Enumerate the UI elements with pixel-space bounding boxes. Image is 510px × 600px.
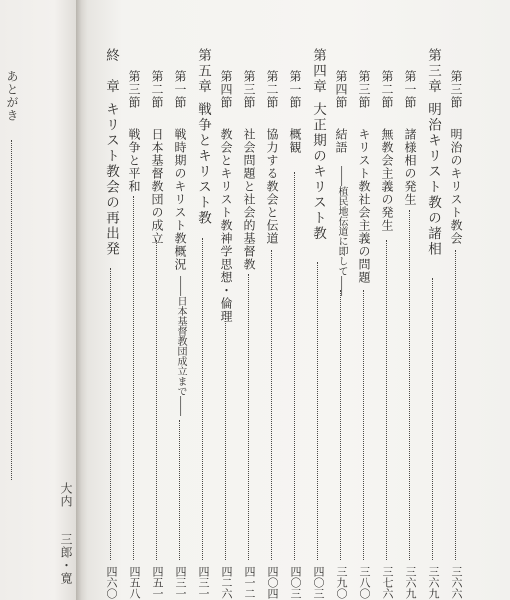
entry-title: 結語 — [334, 128, 348, 154]
entry-page: 四六〇 — [105, 566, 118, 599]
entry-page: 三六九 — [427, 566, 440, 599]
entry-page: 四〇四 — [266, 566, 279, 599]
entry-title: 社会問題と社会的基督教 — [242, 128, 256, 271]
left-fragment-2: 三郎・寛 — [59, 533, 73, 585]
entry-section: 第四節 — [334, 70, 348, 109]
entry-title: 日本基督教団の成立 — [150, 128, 164, 245]
entry-title: キリスト教社会主義の問題 — [357, 128, 371, 284]
entry-page: 三九〇 — [335, 566, 348, 599]
entry-page: 四三一 — [197, 566, 210, 599]
toc-entry — [262, 0, 282, 600]
entry-leader — [294, 172, 295, 560]
afterword-label: あとがき — [5, 70, 19, 122]
afterword-leader — [11, 140, 12, 480]
entry-page: 三六九 — [404, 566, 417, 599]
toc-entry — [170, 0, 190, 600]
toc-entry — [285, 0, 305, 600]
entry-section: 第三節 — [242, 70, 256, 109]
entry-title: 無教会主義の発生 — [380, 128, 394, 232]
entry-section: 第一節 — [173, 70, 187, 109]
left-fragment-1: 大内 — [59, 482, 73, 508]
toc-entry — [193, 0, 213, 600]
entry-leader — [248, 274, 249, 560]
entry-title: 協力する教会と伝道 — [265, 128, 279, 245]
toc-entry — [400, 0, 420, 600]
afterword-bottom — [56, 0, 76, 600]
toc-entry — [101, 0, 121, 600]
entry-section: 第一節 — [288, 70, 302, 109]
entry-page: 四〇三 — [312, 566, 325, 599]
entry-title: 明治キリスト教の諸相 — [425, 102, 441, 257]
entry-page: 四五八 — [128, 566, 141, 599]
entry-leader — [363, 290, 364, 560]
entry-section: 第三章 — [425, 48, 441, 95]
entry-page: 四一二 — [243, 566, 256, 599]
entry-leader — [432, 278, 433, 560]
toc-entry — [124, 0, 144, 600]
entry-title: キリスト教会の再出発 — [103, 102, 119, 257]
entry-leader — [110, 268, 111, 560]
entry-leader — [317, 262, 318, 560]
entry-subtitle: ――日本基督教団成立まで―― — [175, 276, 186, 416]
toc-entry — [446, 0, 466, 600]
entry-title: 大正期のキリスト教 — [310, 102, 326, 242]
entry-title: 明治のキリスト教会 — [449, 128, 463, 245]
toc-entry — [354, 0, 374, 600]
entry-title: 戦時期のキリスト教概況 — [173, 128, 187, 271]
entry-section: 第一節 — [403, 70, 417, 109]
entry-leader — [271, 250, 272, 560]
entry-page: 四二六 — [220, 566, 233, 599]
entry-section: 第三節 — [357, 70, 371, 109]
left-page — [0, 0, 78, 600]
entry-section: 第二節 — [150, 70, 164, 109]
entry-page: 三八〇 — [358, 566, 371, 599]
entry-section: 第三節 — [127, 70, 141, 109]
entry-leader — [386, 240, 387, 560]
toc-entry — [239, 0, 259, 600]
toc-entry — [147, 0, 167, 600]
entry-section: 第三節 — [449, 70, 463, 109]
entry-page: 四三一 — [174, 566, 187, 599]
entry-title: 概観 — [288, 128, 302, 154]
entry-leader — [133, 196, 134, 560]
entry-leader — [202, 238, 203, 560]
entry-section: 終 章 — [103, 48, 119, 95]
entry-section: 第四節 — [219, 70, 233, 109]
entry-leader — [455, 250, 456, 560]
entry-subtitle: ――植民地伝道に即して―― — [336, 166, 347, 296]
entry-leader — [409, 210, 410, 560]
toc-entry — [308, 0, 328, 600]
toc-entry — [423, 0, 443, 600]
toc-entry — [331, 0, 351, 600]
entry-title: 諸様相の発生 — [403, 128, 417, 206]
entry-page: 三六六 — [450, 566, 463, 599]
entry-section: 第二節 — [380, 70, 394, 109]
toc-entry — [216, 0, 236, 600]
entry-section: 第四章 — [310, 48, 326, 95]
entry-leader — [340, 290, 341, 560]
entry-title: 教会とキリスト教神学思想・倫理 — [219, 128, 233, 323]
entry-leader — [225, 318, 226, 560]
entry-page: 三七六 — [381, 566, 394, 599]
entry-section: 第二節 — [265, 70, 279, 109]
entry-leader — [179, 420, 180, 560]
entry-title: 戦争とキリスト教 — [195, 102, 211, 226]
afterword-entry — [2, 0, 22, 600]
entry-page: 四五一 — [151, 566, 164, 599]
entry-title: 戦争と平和 — [127, 128, 141, 193]
entry-page: 四〇三 — [289, 566, 302, 599]
entry-leader — [156, 240, 157, 560]
toc-entry — [377, 0, 397, 600]
entry-section: 第五章 — [195, 48, 211, 95]
